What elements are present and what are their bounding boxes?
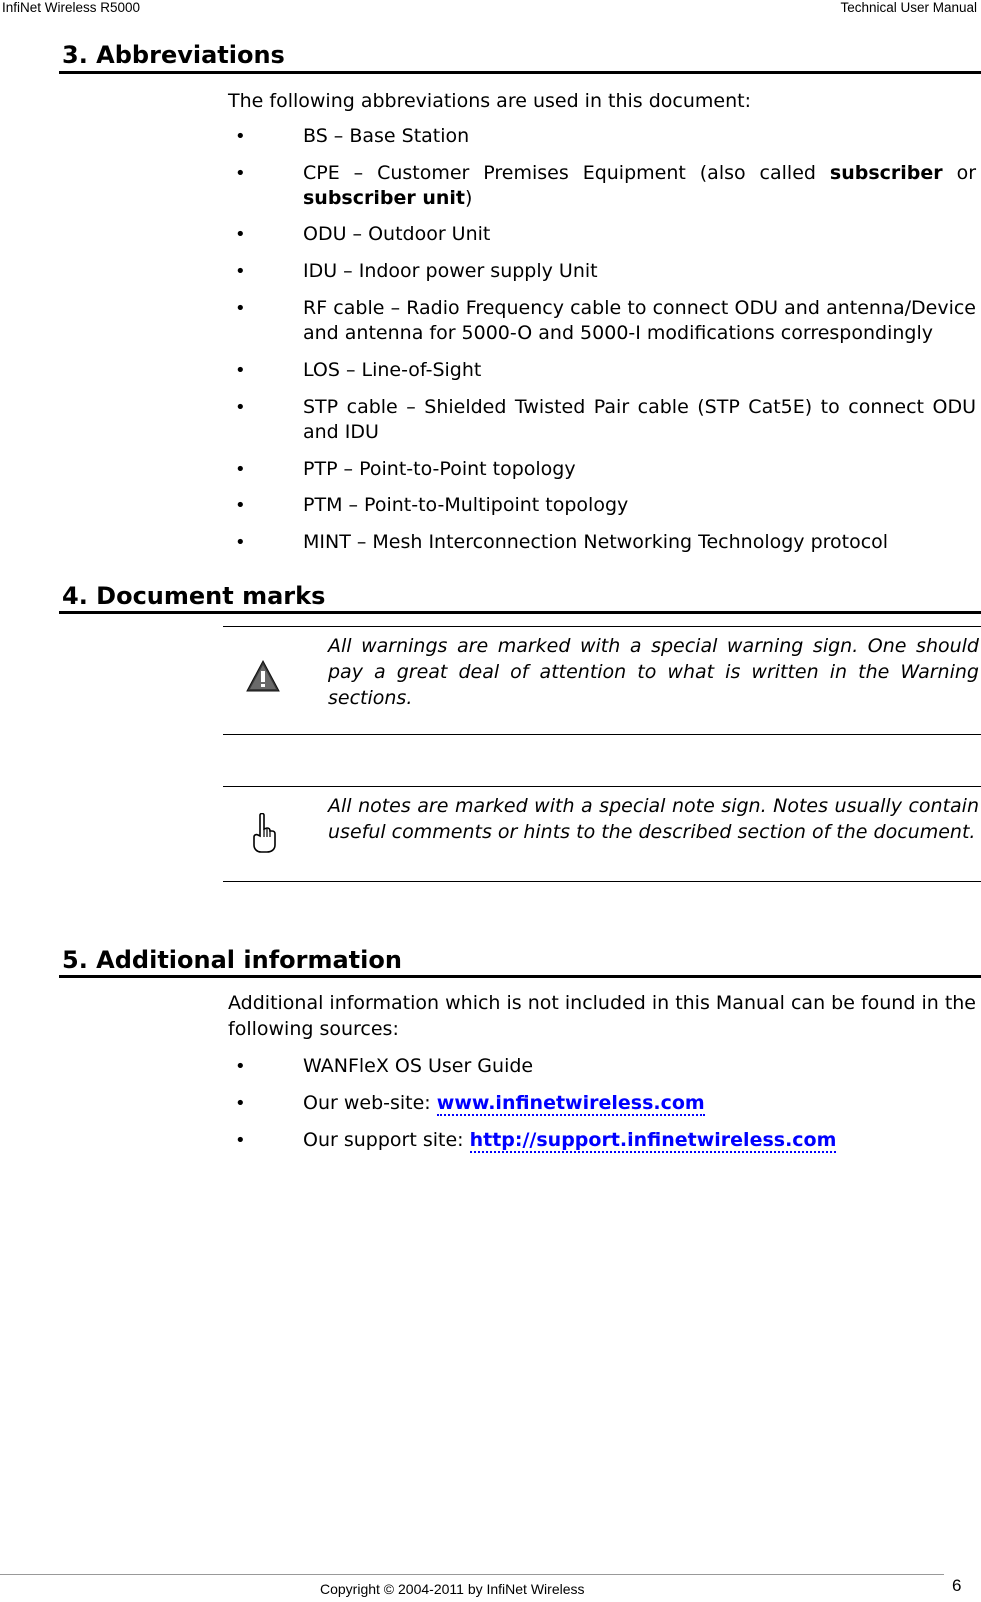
list-item: • CPE – Customer Premises Equipment (also called subscriber or subscriber unit) <box>235 162 977 209</box>
list-item: • PTP – Point-to-Point topology <box>235 458 576 480</box>
section-title-document-marks: 4. Document marks <box>62 582 326 610</box>
section-rule <box>59 975 981 978</box>
header-right: Technical User Manual <box>840 0 977 15</box>
list-item: • Our web-site: www.infinetwireless.com <box>235 1092 705 1114</box>
section-title-abbreviations: 3. Abbreviations <box>62 41 285 69</box>
list-item: • ODU – Outdoor Unit <box>235 223 491 245</box>
support-site-link[interactable]: http://support.infinetwireless.com <box>469 1129 837 1151</box>
section-rule <box>59 71 981 74</box>
list-item: • RF cable – Radio Frequency cable to connect ODU and antenna/Device and antenna for 5000-O and 5000-I modifications correspondingly <box>235 297 976 344</box>
section-title-additional-information: 5. Additional information <box>62 946 402 974</box>
footer-rule <box>0 1574 944 1575</box>
list-item: • LOS – Line-of-Sight <box>235 359 482 381</box>
abbreviations-intro: The following abbreviations are used in this document: <box>228 90 752 112</box>
pointing-hand-icon <box>251 813 277 857</box>
list-item: • PTM – Point-to-Multipoint topology <box>235 494 629 516</box>
header-left: InfiNet Wireless R5000 <box>2 0 141 15</box>
list-item: • WANFleX OS User Guide <box>235 1055 534 1077</box>
list-item: • STP cable – Shielded Twisted Pair cable (STP Cat5E) to connect ODU and IDU <box>235 396 976 443</box>
list-item: • Our support site: http://support.infinetwireless.com <box>235 1129 837 1151</box>
section-rule <box>59 611 981 614</box>
warning-text: All warnings are marked with a special warning sign. One should pay a great deal of attention to what is written in the Warning sections. <box>328 635 979 709</box>
page-number: 6 <box>952 1576 962 1595</box>
website-link[interactable]: www.infinetwireless.com <box>436 1092 705 1114</box>
list-item: • BS – Base Station <box>235 125 470 147</box>
note-box <box>223 786 981 882</box>
warning-box <box>223 626 981 735</box>
list-item: • IDU – Indoor power supply Unit <box>235 260 598 282</box>
list-item: • MINT – Mesh Interconnection Networking Technology protocol <box>235 531 889 553</box>
footer-copyright: Copyright © 2004-2011 by InfiNet Wireless <box>320 1581 585 1597</box>
note-text: All notes are marked with a special note sign. Notes usually contain useful comments or hints to the described section of the document. <box>328 795 979 843</box>
warning-triangle-icon <box>245 659 281 697</box>
additional-info-intro: Additional information which is not included in this Manual can be found in the following sources: <box>228 992 976 1040</box>
